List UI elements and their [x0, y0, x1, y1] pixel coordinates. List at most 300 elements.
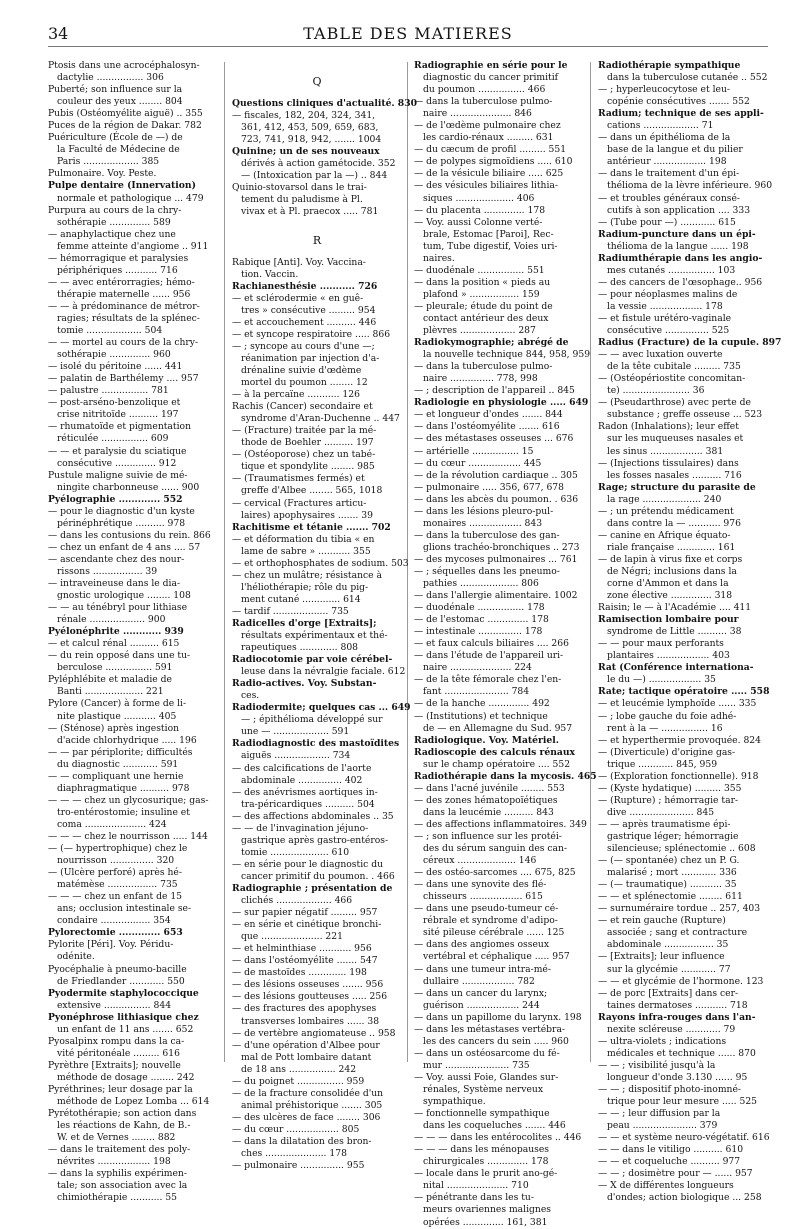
index-entry-line: — du poignet ................ 959 — [232, 1075, 365, 1087]
index-entry — [598, 482, 768, 506]
index-entry-line: tomie .................... 610 — [241, 846, 350, 858]
index-entry-line: — — et paralysie du sciatique — [48, 445, 187, 457]
index-entry-line: — anaphylactique chez une — [48, 228, 176, 240]
index-entry-line: — des ulcères de face ........ 306 — [232, 1111, 381, 1123]
index-entry-line: les sinus .................. 381 — [607, 445, 724, 457]
index-entry-line: glions trachéo-bronchiques .. 273 — [423, 541, 580, 553]
index-entry-line: de — en Allemagne du Sud. 957 — [423, 722, 573, 734]
index-entry-line: — de mastoïdes ............. 198 — [232, 967, 367, 979]
index-entry — [232, 425, 402, 449]
index-entry-line: dans contre la — ........... 976 — [607, 517, 741, 529]
index-entry-line: méthode de Lopez Lomba ... 614 — [57, 1096, 210, 1108]
index-entry-line: — chez un enfant de 4 ans .... 57 — [48, 541, 201, 553]
index-entry-line: — — à prédominance de métror- — [48, 300, 200, 312]
index-entry — [414, 301, 584, 337]
index-entry-line: — de la hanche .............. 492 — [414, 698, 550, 710]
index-entry-line: — duodénale ................ 178 — [414, 602, 545, 614]
index-entry — [48, 698, 218, 722]
index-entry — [232, 1088, 402, 1112]
index-entry — [598, 903, 768, 915]
index-entry — [414, 421, 584, 433]
index-entry — [598, 530, 768, 554]
index-entry-line: sothérapie .............. 960 — [57, 349, 171, 361]
index-entry — [232, 98, 417, 110]
index-entry — [232, 618, 402, 654]
index-entry — [48, 277, 218, 301]
index-entry-line: — sur papier négatif ......... 957 — [232, 907, 378, 919]
index-entry — [232, 738, 402, 762]
index-entry-line: rent à la — ................ 16 — [607, 722, 723, 734]
index-entry — [414, 988, 584, 1012]
index-entry-line: — (— traumatique) ........... 35 — [598, 879, 737, 891]
index-entry-line: Radiographie ; présentation de — [232, 883, 393, 894]
index-entry-line: diaphragmatique .......... 978 — [57, 782, 190, 794]
index-entry-line: Radon (Inhalations); leur effet — [598, 421, 739, 433]
index-entry-line: sothérapie .............. 589 — [57, 216, 171, 228]
index-entry — [48, 1108, 218, 1144]
index-entry-line: tum, Tube digestif, Voies uri- — [423, 240, 558, 252]
index-entry — [48, 723, 218, 747]
index-entry-line: — pulmonaire ............... 955 — [232, 1160, 365, 1172]
index-entry — [48, 747, 218, 771]
index-entry — [414, 337, 591, 361]
index-entry-line: naires. — [423, 252, 455, 264]
index-entry — [48, 385, 218, 397]
index-entry-line: — dans un ostéosarcome du fé- — [414, 1047, 560, 1059]
index-entry — [232, 1003, 402, 1027]
index-entry-line: — — ; visibilité jusqu'à la — [598, 1059, 716, 1071]
index-entry-line: — dans des angiomes osseux — [414, 939, 549, 951]
index-entry — [598, 1060, 768, 1084]
index-entry-line: — rhumatoïde et pigmentation — [48, 421, 191, 433]
index-entry-line: — dans les abcès du poumon. . 636 — [414, 493, 579, 505]
index-entry-line: base de la langue et du pilier — [607, 144, 743, 156]
index-entry-line: — des métastases osseuses ... 676 — [414, 433, 574, 445]
index-entry — [414, 554, 584, 566]
index-entry — [414, 1132, 584, 1144]
index-entry-line: riale française ............. 161 — [607, 541, 736, 553]
index-entry-line: Radio-actives. Voy. Substan- — [232, 678, 377, 690]
index-entry-line: odénite. — [57, 951, 95, 963]
index-entry — [598, 217, 768, 229]
index-entry — [232, 919, 402, 943]
index-entry — [598, 1168, 768, 1180]
index-entry-line: — post-arséno-benzolique et — [48, 397, 181, 409]
index-entry-line: naire ..................... 224 — [423, 662, 532, 674]
index-entry-line: Quinio-stovarsol dans le trai- — [232, 182, 367, 194]
index-entry-line: Pylore (Cancer) à forme de li- — [48, 698, 187, 710]
index-entry — [232, 534, 402, 558]
index-entry-line: médicales et technique ...... 870 — [607, 1047, 756, 1059]
index-entry — [598, 349, 768, 373]
index-entry — [414, 1144, 584, 1168]
index-entry-line: que ..................... 221 — [241, 931, 343, 943]
index-entry-line: — — par périplorite; difficultés — [48, 746, 193, 758]
index-entry-line: couleur des yeux ........ 804 — [57, 96, 183, 108]
index-entry-line: Paris ................... 385 — [57, 156, 160, 168]
index-entry — [48, 1012, 218, 1036]
index-entry-line: copénie consécutives ....... 552 — [607, 96, 750, 108]
index-entry — [48, 84, 218, 108]
index-entry-line: — du rein opposé dans une tu- — [48, 650, 191, 662]
index-entry — [232, 823, 402, 859]
index-entry-line: — — après traumatisme épi- — [598, 818, 731, 830]
index-entry-line: chimiothérapie ........... 55 — [57, 1192, 178, 1204]
index-entry-line: les cardio-rénaux ......... 631 — [423, 132, 554, 144]
index-entry-line: siques .................... 406 — [423, 192, 535, 204]
index-entry-line: — dans le traitement des poly- — [48, 1144, 191, 1156]
index-entry-line: les des cancers du sein ..... 960 — [423, 1035, 569, 1047]
index-entry-line: — ; hyperleucocytose et leu- — [598, 84, 730, 96]
index-entry — [232, 991, 402, 1003]
index-entry-line: Radiothérapie dans la mycosis. 465 — [414, 770, 597, 782]
index-entry — [232, 678, 402, 702]
index-entry-line: — et orthophosphates de sodium. 503 — [232, 557, 409, 569]
index-entry — [598, 976, 768, 988]
index-entry — [232, 1160, 402, 1172]
index-entry-line: Radiumthérapie dans les angio- — [598, 252, 763, 264]
index-entry — [48, 421, 218, 445]
index-entry-line: pathies .................... 806 — [423, 578, 539, 590]
index-entry-line: tro-entérostomie; insuline et — [57, 806, 190, 818]
index-entry — [232, 329, 402, 341]
index-entry-line: — — — dans les ménopauses — [414, 1144, 549, 1156]
index-entry — [48, 927, 218, 939]
index-entry — [414, 180, 584, 204]
index-entry — [48, 674, 218, 698]
index-entry-line: — pour le diagnostic d'un kyste — [48, 505, 195, 517]
index-entry-line: contact antérieur des deux — [423, 312, 549, 324]
index-entry — [414, 698, 584, 710]
index-entry-line: mes cutanés ................ 103 — [607, 264, 736, 276]
index-entry-line: — dans la tuberculose pulmo- — [414, 96, 553, 108]
index-entry — [598, 506, 768, 530]
index-entry-line: — — ; leur diffusion par la — [598, 1108, 721, 1120]
index-entry-line: corne d'Ammon et dans la — [607, 578, 729, 590]
index-entry-line: — pleurale; étude du point de — [414, 300, 553, 312]
index-entry-line: Questions cliniques d'actualité. 830 — [232, 98, 417, 110]
index-entry-line: — (Diverticule) d'origine gas- — [598, 746, 736, 758]
index-entry-line: nourrisson ............... 320 — [57, 855, 175, 867]
index-entry-line: la vessie .................. 178 — [607, 300, 723, 312]
index-entry-line: consécutive ............... 525 — [607, 325, 730, 337]
index-entry-line: opérées .............. 161, 381 — [423, 1216, 548, 1228]
index-entry-line: — — — chez un glycosurique; gas- — [48, 794, 209, 806]
index-entry — [414, 446, 584, 458]
index-entry-line: — et leucémie lymphoïde ...... 335 — [598, 698, 757, 710]
index-column-3 — [414, 60, 597, 1228]
index-entry — [598, 554, 768, 602]
index-entry-line: — et faux calculs biliaires .... 266 — [414, 638, 569, 650]
index-entry-line: nexite scléreuse ............ 79 — [607, 1023, 736, 1035]
index-entry-line: — des calcifications de l'aorte — [232, 762, 372, 774]
index-entry-line: — — ; dispositif photo-inomné- — [598, 1083, 741, 1095]
index-entry-line: Banti .................... 221 — [57, 686, 164, 698]
index-entry-line: aiguës ................... 734 — [241, 750, 351, 762]
index-entry-line: — et sclérodermie « en guê- — [232, 292, 364, 304]
index-entry — [414, 566, 584, 590]
index-entry-line: Pyréthrines; leur dosage par la — [48, 1083, 193, 1095]
spacer — [232, 219, 402, 227]
index-entry-line: diagnostic du cancer primitif — [423, 72, 559, 84]
index-entry — [232, 473, 402, 497]
index-entry — [232, 654, 406, 678]
index-entry-line: syndrome de Little .......... 38 — [607, 626, 742, 638]
index-entry-line: périphériques ........... 716 — [57, 264, 178, 276]
index-entry — [48, 626, 218, 638]
index-entry — [414, 385, 584, 397]
index-entry-line: névrites .................. 198 — [57, 1156, 171, 1168]
index-entry — [48, 843, 218, 867]
index-entry-line: — ; épithélioma développé sur — [241, 714, 383, 726]
index-entry — [48, 373, 218, 385]
index-entry — [598, 698, 768, 710]
index-entry-line: chisseurs .................. 615 — [423, 891, 543, 903]
index-entry — [232, 570, 402, 606]
index-entry-line: — locale dans le prurit ano-gé- — [414, 1168, 558, 1180]
index-entry-line: vertébral et céphalique ..... 957 — [423, 951, 570, 963]
index-entry — [598, 313, 768, 337]
index-entry-line: condaire ................. 354 — [57, 915, 171, 927]
index-entry-line: tement du paludisme à Pl. — [241, 194, 363, 206]
index-entry-line: du diagnostic ............ 591 — [57, 758, 179, 770]
index-entry — [414, 361, 584, 385]
index-entry — [48, 337, 218, 361]
index-entry-line: dive ...................... 845 — [607, 806, 715, 818]
index-entry — [414, 795, 584, 819]
index-entry — [232, 281, 402, 293]
index-entry — [414, 265, 584, 277]
index-entry-line: — chez un mulâtre; résistance à — [232, 569, 382, 581]
index-entry-line: — pulmonaire ..... 356, 677, 678 — [414, 481, 564, 493]
index-entry-line: Rate; tactique opératoire ..... 558 — [598, 686, 770, 698]
index-entry-line: — (Tube pour —) ............ 615 — [598, 216, 736, 228]
index-entry-line: plafond » ................. 159 — [423, 288, 540, 300]
index-entry — [598, 1108, 768, 1132]
index-entry-line: — ; lobe gauche du foie adhé- — [598, 710, 737, 722]
index-entry-line: — [Extraits]; leur influence — [598, 951, 725, 963]
index-entry-line: — fiscales, 182, 204, 324, 341, — [232, 110, 376, 122]
index-column-1 — [48, 60, 218, 1204]
index-entry — [598, 337, 782, 349]
index-entry — [598, 1132, 768, 1144]
index-entry — [414, 1192, 584, 1228]
index-entry-line: — de la vésicule biliaire ..... 625 — [414, 168, 564, 180]
index-entry — [598, 132, 768, 168]
index-entry-line: mortel du poumon ........ 12 — [241, 377, 368, 389]
index-entry — [48, 301, 218, 337]
index-entry-line: Ptosis dans une acrocéphalosyn- — [48, 60, 200, 71]
index-entry-line: Raisin; le — à l'Académie .... 411 — [598, 602, 752, 614]
index-entry-line: — ultra-violets ; indications — [598, 1035, 727, 1047]
index-entry-line: un enfant de 11 ans ....... 652 — [57, 1023, 194, 1035]
index-entry — [414, 205, 584, 217]
index-entry-line: — Voy. aussi Foie, Glandes sur- — [414, 1071, 559, 1083]
index-entry — [48, 120, 218, 132]
index-entry-line: — dans les lésions pleuro-pul- — [414, 505, 554, 517]
index-entry-line: — pénétrante dans les tu- — [414, 1192, 534, 1204]
index-entry — [598, 168, 773, 192]
index-entry — [414, 903, 584, 939]
index-entry-line: — (— spontanée) chez un P. G. — [598, 855, 740, 867]
index-entry-line: ment cutané ............. 614 — [241, 593, 361, 605]
index-entry-line: — (Ostéoporose) chez un tabé- — [232, 449, 376, 461]
index-entry-line: — et troubles généraux consé- — [598, 192, 740, 204]
index-entry-line: silencieuse; splénectomie .. 608 — [607, 843, 756, 855]
index-entry-line: sur la glycémie ............ 77 — [607, 963, 731, 975]
index-entry-line: — du placenta .............. 178 — [414, 204, 546, 216]
index-entry-line: gastrique léger; hémorragie — [607, 831, 739, 842]
index-entry-line: — dans la position « pieds au — [414, 276, 551, 288]
index-entry-line: gnostic urologique ........ 108 — [57, 590, 191, 602]
index-entry — [414, 458, 584, 470]
index-entry-line: — et syncope respiratoire ..... 866 — [232, 328, 391, 340]
index-entry-line: — — — chez un enfant de 15 — [48, 891, 183, 903]
index-entry-line: — dans un papillome du larynx. 198 — [414, 1011, 582, 1023]
index-entry — [598, 686, 768, 698]
index-entry — [232, 606, 402, 618]
index-entry-line: — — pour maux perforants — [598, 638, 724, 650]
index-entry-line: Puberté; son influence sur la — [48, 84, 183, 96]
index-entry — [598, 855, 768, 879]
index-entry-line: de Friedlander ............ 550 — [57, 975, 185, 987]
index-entry-line: lame de sabre » ........... 355 — [241, 545, 371, 557]
index-entry — [48, 205, 218, 229]
index-entry — [48, 494, 218, 506]
index-entry-line: — dans un cancer du larynx; — [414, 987, 548, 999]
index-entry-line: ces. — [241, 690, 260, 702]
index-entry-line: — des zones hématopoïétiques — [414, 794, 558, 806]
index-entry-line: — de lapin à virus fixe et corps — [598, 553, 743, 565]
index-entry-line: — (Rupture) ; hémorragie tar- — [598, 794, 739, 806]
index-entry-line: — dans un épithélioma de la — [598, 132, 731, 144]
index-entry-line: — (Kyste hydatique) ......... 355 — [598, 782, 742, 794]
index-entry-line: chirurgicales .............. 178 — [423, 1156, 549, 1168]
index-entry-line: de Négri; inclusions dans la — [607, 565, 737, 577]
index-entry — [48, 108, 218, 120]
index-entry-line: — — — chez le nourrisson ..... 144 — [48, 831, 208, 842]
index-entry-line: berculose ................ 591 — [57, 662, 173, 674]
index-entry-line: monaires .................. 843 — [423, 517, 543, 529]
index-entry-line: de 18 ans ................ 242 — [241, 1063, 357, 1075]
index-entry — [414, 470, 584, 482]
index-entry — [414, 1072, 584, 1108]
index-entry-line: animal préhistorique ....... 305 — [241, 1099, 383, 1111]
index-entry-line: 723, 741, 918, 942, ....... 1004 — [241, 134, 382, 146]
index-entry — [414, 144, 584, 156]
index-entry — [414, 217, 584, 265]
index-entry-line: — et accouchement .......... 446 — [232, 316, 377, 328]
index-entry — [48, 530, 218, 542]
index-entry-line: abdominale ................. 35 — [607, 939, 729, 951]
index-entry-line: Rachis (Cancer) secondaire et — [232, 401, 373, 413]
index-entry — [232, 1028, 402, 1040]
index-entry-line: Pyléphlébite et maladie de — [48, 674, 172, 686]
index-entry-line: — pour néoplasmes malins de — [598, 288, 738, 300]
index-entry — [232, 182, 402, 218]
index-entry-line: abdominale ............... 402 — [241, 774, 363, 786]
spacer — [232, 60, 402, 68]
index-entry-line: dullaire .................. 782 — [423, 975, 535, 987]
index-entry — [598, 879, 768, 891]
index-entry-line: — dans le traitement d'un épi- — [598, 168, 740, 180]
index-entry-line: — de la tête fémorale chez l'en- — [414, 674, 562, 686]
index-entry-line: tale; son association avec la — [57, 1180, 188, 1192]
index-entry-line: — du cæcum de profil ......... 551 — [414, 144, 567, 156]
index-entry — [598, 421, 768, 457]
index-entry-line: cancer primitif du poumon. . 466 — [241, 870, 395, 882]
index-entry-line: Radiologique. Voy. Matériel. — [414, 734, 559, 746]
index-entry-line: — palustre ................ 781 — [48, 385, 169, 397]
index-column-4 — [598, 60, 782, 1204]
index-entry-line: Pyélonéphrite ............ 939 — [48, 626, 184, 638]
index-entry — [414, 770, 597, 783]
index-entry-line: drénaline suivie d'œdème — [241, 364, 362, 376]
index-entry-line: — — de l'invagination jéjuno- — [232, 822, 369, 834]
index-entry-line: — (Exploration fonctionnelle). 918 — [598, 770, 759, 782]
index-entry — [598, 229, 768, 253]
index-entry-line: longueur d'onde 3.130 ...... 95 — [607, 1071, 748, 1083]
index-entry-line: tique et spondylite ........ 985 — [241, 461, 375, 473]
index-entry-line: sur les muqueuses nasales et — [607, 433, 744, 445]
index-entry — [232, 557, 409, 570]
column-divider — [590, 62, 591, 1062]
index-entry — [232, 389, 402, 401]
index-entry — [414, 614, 584, 626]
index-entry — [48, 602, 218, 626]
index-entry — [598, 108, 768, 132]
index-entry-line: l'héliothérapie; rôle du pig- — [241, 581, 369, 593]
index-entry — [414, 530, 584, 554]
index-entry-line: thélioma de la langue ...... 198 — [607, 240, 749, 252]
index-entry-line: te) ....................... 36 — [607, 385, 705, 397]
index-entry-line: — surnuméraire tordue .. 257, 403 — [598, 903, 761, 915]
index-entry-line: d'acide chlorhydrique ..... 196 — [57, 734, 197, 746]
index-entry-line: — dans l'acné juvénile ........ 553 — [414, 782, 565, 794]
index-entry-line: — — ; dosimètre pour — ...... 957 — [598, 1168, 753, 1180]
index-entry — [414, 409, 584, 421]
index-entry-line: laires) apophysaires ....... 39 — [241, 509, 373, 521]
index-entry-line: sité pileuse cérébrale ...... 125 — [423, 927, 565, 939]
index-entry — [598, 819, 768, 855]
index-entry — [48, 650, 218, 674]
index-entry — [598, 662, 768, 686]
index-entry — [598, 711, 768, 735]
index-entry-line: — ; un prétendu médicament — [598, 505, 734, 517]
index-entry-line: de la tête cubitale ......... 735 — [607, 361, 741, 373]
index-entry — [414, 156, 584, 168]
index-entry — [48, 132, 218, 168]
index-entry-line: — des affections inflammatoires. 349 — [414, 818, 587, 830]
index-entry — [48, 1084, 218, 1108]
index-entry-line: — — au ténébryl pour lithiase — [48, 602, 188, 614]
index-entry-line: périnéphrétique .......... 978 — [57, 517, 186, 529]
index-entry-line: leuse dans la névralgie faciale. 612 — [241, 666, 406, 678]
index-entry-line: céreux .................... 146 — [423, 855, 537, 867]
index-entry-line: Quinine; un de ses nouveaux — [232, 146, 380, 158]
index-entry-line: — canine en Afrique équato- — [598, 529, 731, 541]
index-entry-line: les réactions de Kahn, de B.- — [57, 1120, 191, 1132]
index-entry — [232, 1124, 402, 1136]
index-entry-line: rénale ................... 900 — [57, 614, 166, 626]
index-entry-line: cations ................... 71 — [607, 120, 714, 132]
index-entry-line: Radiographie en série pour le — [414, 60, 568, 71]
index-entry-line: normale et pathologique ... 479 — [57, 192, 204, 204]
index-entry-line: malarisé ; mort ............ 336 — [607, 867, 737, 879]
index-entry-line: — (Ostéopériostite concomitan- — [598, 373, 746, 385]
index-entry — [232, 967, 402, 979]
index-entry-line: tion. Vaccin. — [241, 268, 299, 280]
